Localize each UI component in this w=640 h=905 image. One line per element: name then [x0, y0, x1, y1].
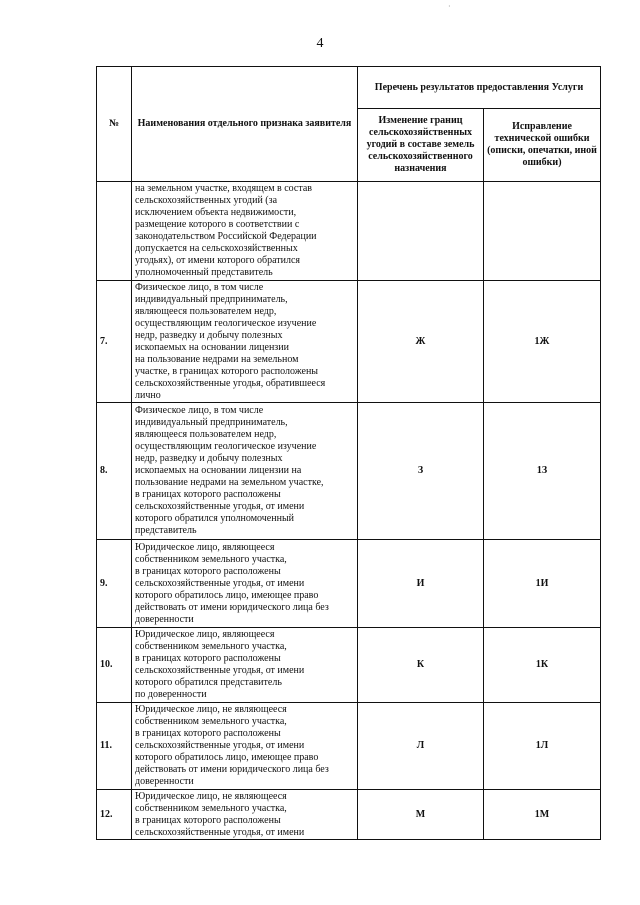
table-row [97, 540, 601, 628]
row-number [97, 182, 132, 281]
header-boundary-change: Изменение границ сельскохозяйственных угодий в составе земель сельскохозяйственного назначения [358, 109, 484, 182]
row-fix-code: 1Л [484, 703, 601, 790]
row-number: 9. [97, 540, 132, 628]
row-number: 12. [97, 790, 132, 840]
header-applicant-attribute: Наименования отдельного признака заявителя [132, 67, 358, 182]
row-number: 7. [97, 281, 132, 403]
row-description: Юридическое лицо, являющееся собственником земельного участка, в границах которого расположены сельскохозяйственные угодья, от имени которого обратилось лицо, имеющее право действовать от имени юридического лица без доверенности [132, 540, 358, 628]
row-number: 11. [97, 703, 132, 790]
row-change-code: М [358, 790, 484, 840]
results-table [96, 66, 601, 840]
row-fix-code: 1З [484, 403, 601, 540]
scan-mark: · [448, 2, 451, 11]
row-description: Юридическое лицо, не являющееся собственником земельного участка, в границах которого расположены сельскохозяйственные угодья, от имени которого обратилось лицо, имеющее право действовать от имени юридического лица без доверенности [132, 703, 358, 790]
table-row [97, 281, 601, 403]
table-row [97, 790, 601, 840]
header-technical-error-fix: Исправление технической ошибки (описки, опечатки, иной ошибки) [484, 109, 601, 182]
table-row [97, 403, 601, 540]
table-row [97, 182, 601, 281]
row-change-code: З [358, 403, 484, 540]
row-description: Юридическое лицо, не являющееся собственником земельного участка, в границах которого расположены сельскохозяйственные угодья, от имени [132, 790, 358, 840]
row-change-code: К [358, 628, 484, 703]
row-change-code [358, 182, 484, 281]
row-number: 8. [97, 403, 132, 540]
row-change-code: И [358, 540, 484, 628]
row-fix-code: 1И [484, 540, 601, 628]
row-fix-code [484, 182, 601, 281]
row-description: на земельном участке, входящем в состав сельскохозяйственных угодий (за исключением объекта недвижимости, размещение которого в соответствии с законодательством Российской Федерации допускается на сельскохозяйственных угодьях), от имени которого обратился уполномоченный представитель [132, 182, 358, 281]
row-fix-code: 1М [484, 790, 601, 840]
header-number: № [97, 67, 132, 182]
table-row [97, 703, 601, 790]
row-fix-code: 1Ж [484, 281, 601, 403]
row-change-code: Л [358, 703, 484, 790]
header-results-list: Перечень результатов предоставления Услуги [358, 67, 601, 109]
page-number: 4 [316, 36, 324, 51]
row-description: Юридическое лицо, являющееся собственником земельного участка, в границах которого расположены сельскохозяйственные угодья, от имени которого обратился представитель по доверенности [132, 628, 358, 703]
row-description: Физическое лицо, в том числе индивидуальный предприниматель, являющееся пользователем недр, осуществляющим геологическое изучение недр, разведку и добычу полезных ископаемых на основании лицензии на пользование недрами на земельном участке, в границах которого расположены сельскохозяйственные угодья, от имени которого обратился уполномоченный представитель [132, 403, 358, 540]
table-row [97, 628, 601, 703]
row-change-code: Ж [358, 281, 484, 403]
row-description: Физическое лицо, в том числе индивидуальный предприниматель, являющееся пользователем недр, осуществляющим геологическое изучение недр, разведку и добычу полезных ископаемых на основании лицензии на пользование недрами на земельном участке, в границах которого расположены сельскохозяйственные угодья, обратившееся лично [132, 281, 358, 403]
row-number: 10. [97, 628, 132, 703]
row-fix-code: 1К [484, 628, 601, 703]
